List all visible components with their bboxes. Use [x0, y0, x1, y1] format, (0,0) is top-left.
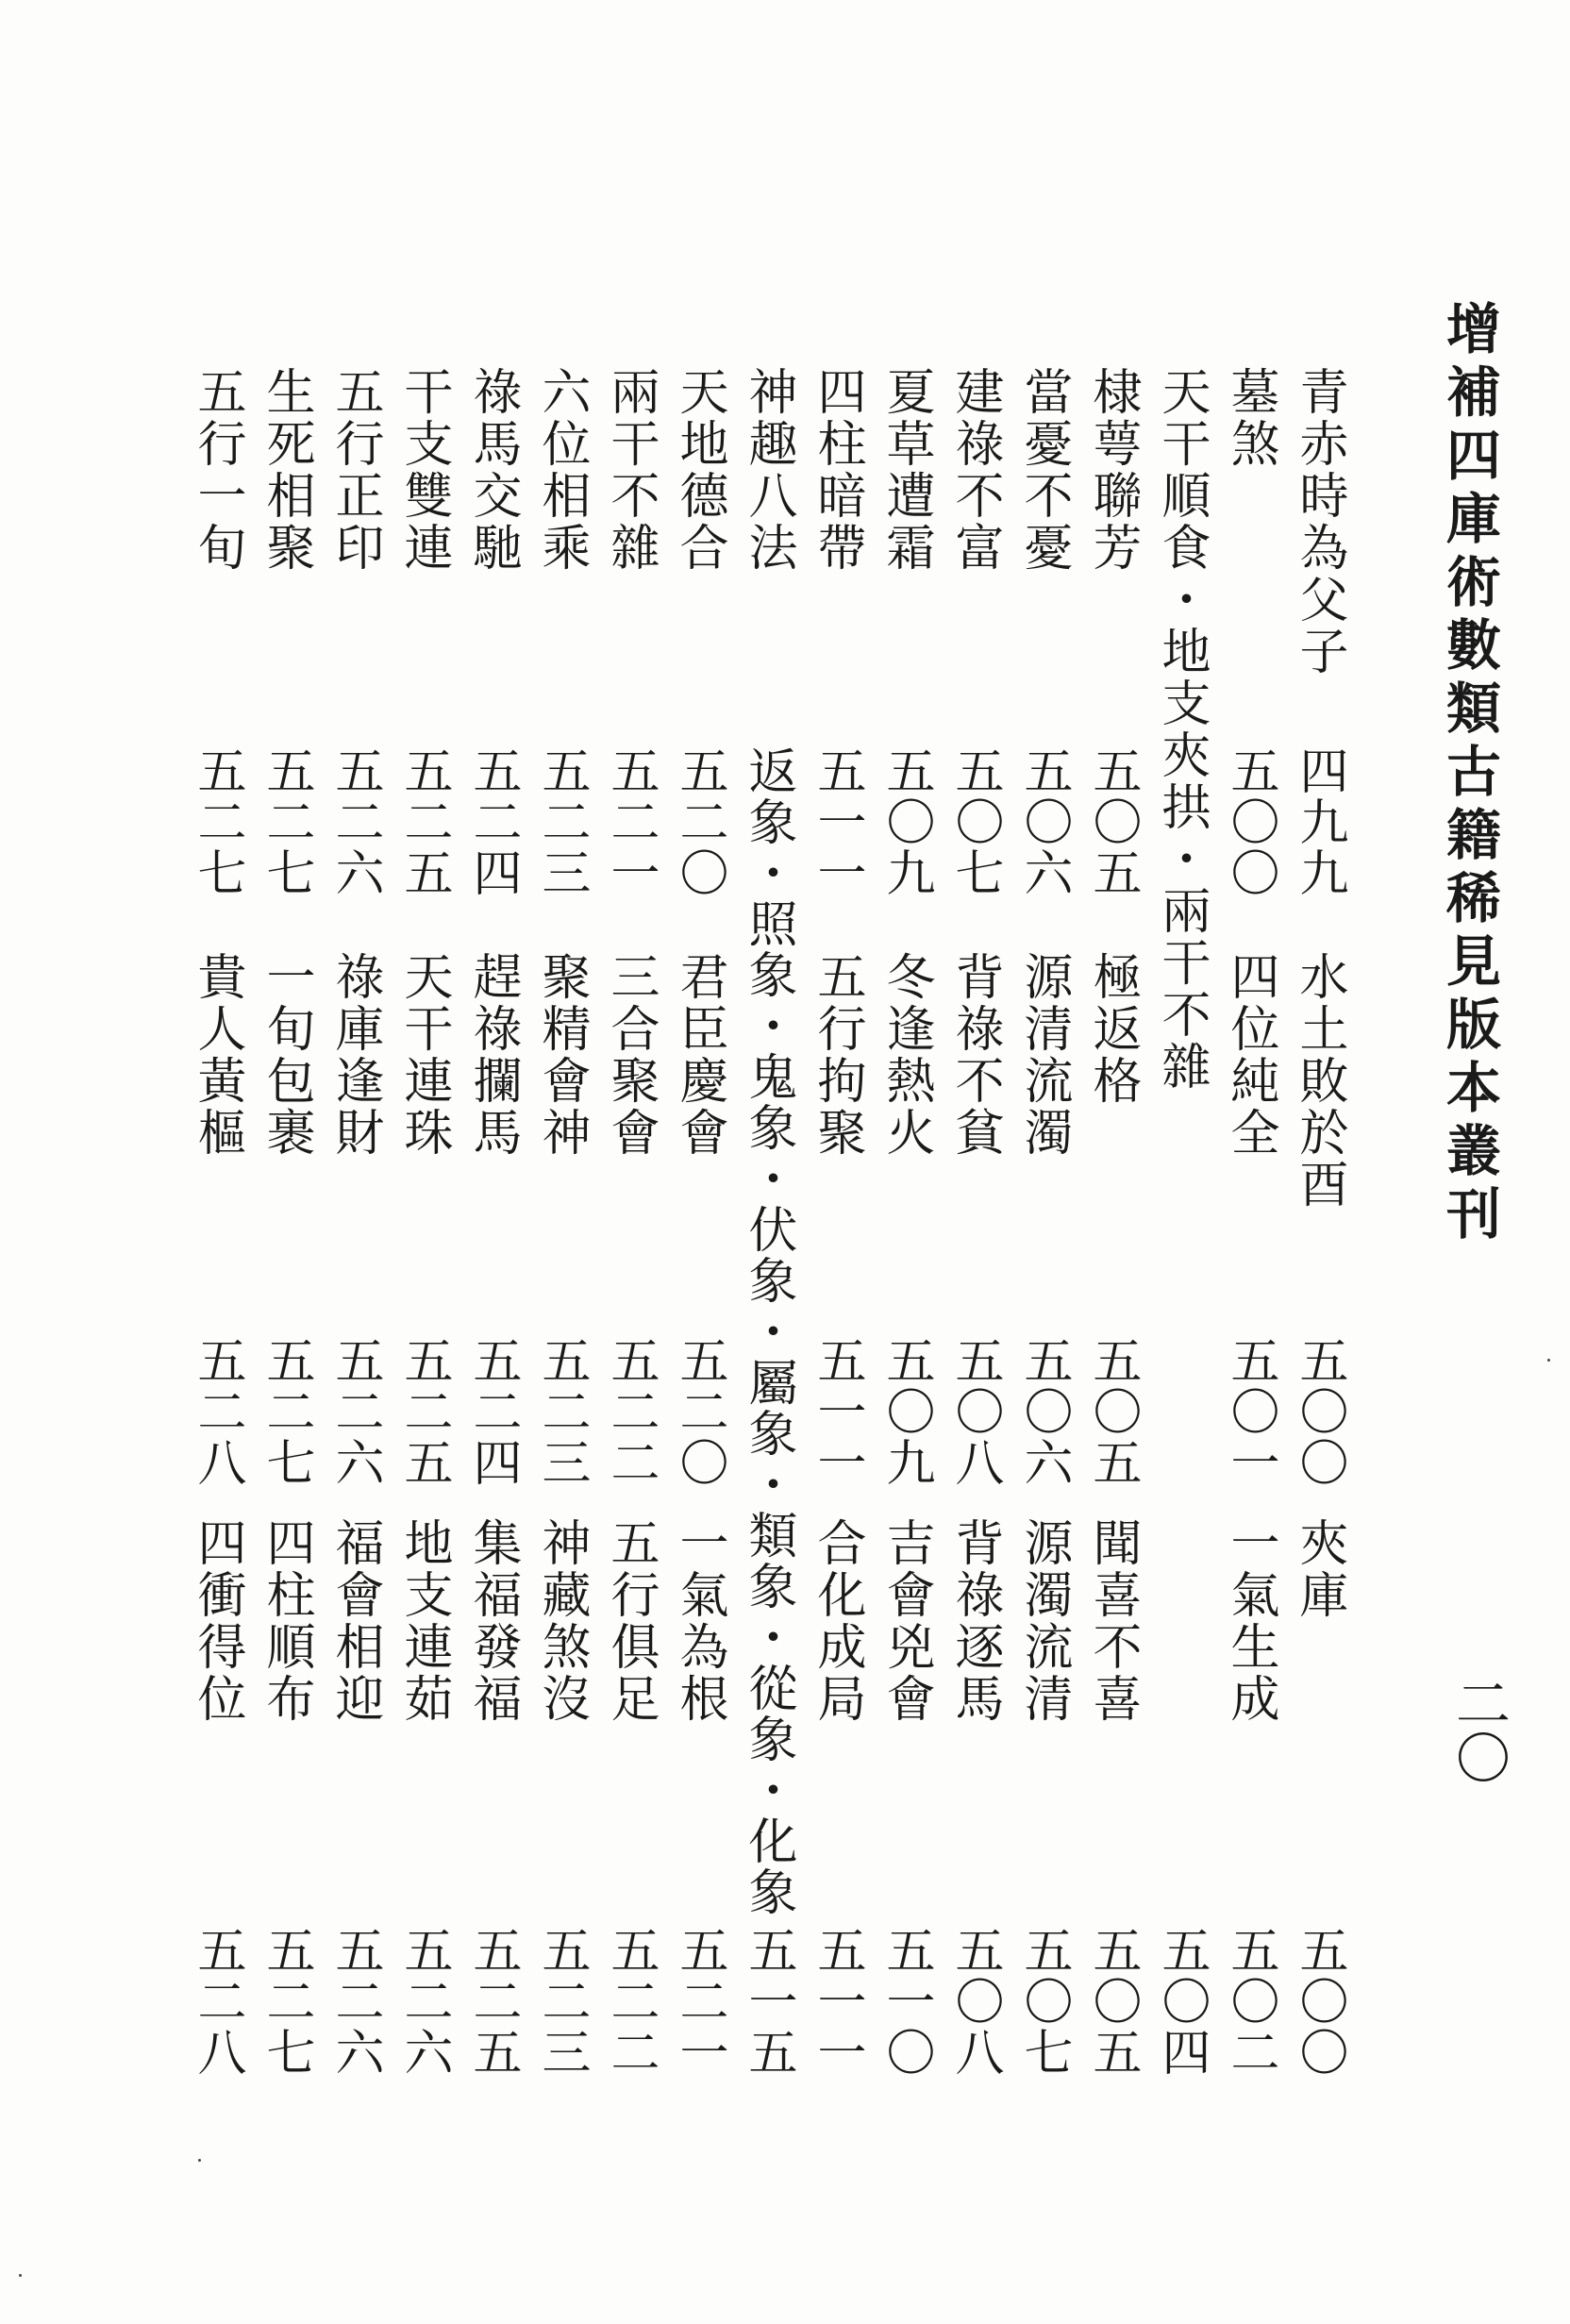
entry-title: 集福發福 [464, 1517, 521, 1725]
entry-page: 五〇八 [946, 1925, 1003, 2078]
entry-page: 五〇七 [1015, 1925, 1072, 2078]
entry-page: 返象・照象・鬼象・伏象・屬象・類象・從象・化象 [740, 745, 796, 1917]
entry-title: 棣萼聯芳 [1084, 366, 1141, 574]
entry-title: 聞喜不喜 [1084, 1517, 1141, 1725]
entry-title: 四柱順布 [258, 1517, 314, 1725]
entry-page: 五二六 [395, 1925, 452, 2078]
entry-title: 夾庫 [1291, 1517, 1347, 1621]
entry-title: 四位純全 [1222, 951, 1278, 1159]
entry-title: 神趣八法 [740, 366, 796, 574]
entry-title: 四柱暗帶 [809, 366, 865, 574]
entry-title: 背祿不貧 [946, 951, 1003, 1159]
entry-page: 五〇六 [1015, 745, 1072, 898]
entry-page: 五二四 [464, 1335, 521, 1488]
running-header-title: 增補四庫術數類古籍稀見版本叢刊 [1437, 300, 1501, 1248]
entry-title: 墓煞 [1222, 366, 1278, 470]
entry-page: 五〇一 [1222, 1335, 1278, 1488]
entry-page: 五二二 [602, 1925, 659, 2078]
entry-title: 祿馬交馳 [464, 366, 521, 574]
entry-page: 五二三 [533, 745, 590, 898]
entry-page: 五二四 [464, 745, 521, 898]
entry-title: 福會相迎 [326, 1517, 383, 1725]
entry-title: 冬逢熱火 [877, 951, 934, 1159]
entry-title: 聚精會神 [533, 951, 590, 1159]
entry-title: 天地德合 [671, 366, 727, 574]
entry-title: 一氣生成 [1222, 1517, 1278, 1725]
entry-title: 水土敗於酉 [1291, 951, 1347, 1211]
entry-page: 五一一 [809, 1335, 865, 1488]
page-number: 二〇 [1446, 1675, 1511, 1784]
entry-page: 五二八 [189, 1335, 245, 1488]
entry-page: 五〇五 [1084, 1335, 1141, 1488]
entry-title: 五行一旬 [189, 366, 245, 574]
entry-title: 五行俱足 [602, 1517, 659, 1725]
entry-page: 五一一 [809, 745, 865, 898]
entry-title: 天干順食・地支夾拱・兩干不雜 [1153, 366, 1210, 1093]
entry-title: 建祿不富 [946, 366, 1003, 574]
entry-page: 五二七 [258, 745, 314, 898]
entry-page: 五二七 [258, 1335, 314, 1488]
entry-title: 天干連珠 [395, 951, 452, 1159]
entry-title: 三合聚會 [602, 951, 659, 1159]
entry-page: 五二七 [258, 1925, 314, 2078]
entry-title: 干支雙連 [395, 366, 452, 574]
entry-title: 四衝得位 [189, 1517, 245, 1725]
print-speck [19, 2274, 22, 2277]
entry-page: 五二五 [395, 745, 452, 898]
entry-title: 神藏煞沒 [533, 1517, 590, 1725]
entry-title: 貴人黃樞 [189, 951, 245, 1159]
entry-title: 生死相聚 [258, 366, 314, 574]
print-speck [1547, 1359, 1550, 1362]
entry-page: 五二七 [189, 745, 245, 898]
entry-title: 源濁流清 [1015, 1517, 1072, 1725]
entry-title: 一氣為根 [671, 1517, 727, 1725]
entry-page: 四九九 [1291, 745, 1347, 898]
entry-page: 五二五 [464, 1925, 521, 2078]
entry-page: 五二一 [602, 745, 659, 898]
entry-page: 五二〇 [671, 1335, 727, 1488]
entry-page: 五二六 [326, 1335, 383, 1488]
entry-title: 極返格 [1084, 951, 1141, 1107]
entry-page: 五〇〇 [1222, 745, 1278, 898]
entry-title: 六位相乘 [533, 366, 590, 574]
entry-page: 五〇五 [1084, 745, 1141, 898]
entry-page: 五一〇 [877, 1925, 934, 2078]
entry-title: 當憂不憂 [1015, 366, 1072, 574]
entry-page: 五二五 [395, 1335, 452, 1488]
entry-title: 兩干不雜 [602, 366, 659, 574]
entry-page: 五一五 [740, 1925, 796, 2078]
entry-title: 趕祿攔馬 [464, 951, 521, 1159]
entry-page: 五〇四 [1153, 1925, 1210, 2078]
entry-page: 五〇六 [1015, 1335, 1072, 1488]
entry-page: 五〇〇 [1291, 1335, 1347, 1488]
entry-page: 五〇七 [946, 745, 1003, 898]
entry-page: 五二〇 [671, 745, 727, 898]
entry-title: 夏草遭霜 [877, 366, 934, 574]
entry-page: 五二三 [533, 1925, 590, 2078]
entry-page: 五〇九 [877, 745, 934, 898]
entry-page: 五二八 [189, 1925, 245, 2078]
entry-title: 君臣慶會 [671, 951, 727, 1159]
entry-page: 五〇九 [877, 1335, 934, 1488]
entry-title: 祿庫逢財 [326, 951, 383, 1159]
entry-page: 五二六 [326, 745, 383, 898]
entry-page: 五二六 [326, 1925, 383, 2078]
entry-title: 源清流濁 [1015, 951, 1072, 1159]
entry-page: 五〇五 [1084, 1925, 1141, 2078]
entry-page: 五〇八 [946, 1335, 1003, 1488]
entry-page: 五二一 [671, 1925, 727, 2078]
entry-page: 五二二 [602, 1335, 659, 1488]
entry-title: 青赤時為父子 [1291, 366, 1347, 677]
entry-page: 五〇〇 [1291, 1925, 1347, 2078]
entry-title: 一旬包裹 [258, 951, 314, 1159]
entry-title: 五行正印 [326, 366, 383, 574]
entry-page: 五〇二 [1222, 1925, 1278, 2078]
entry-page: 五一一 [809, 1925, 865, 2078]
entry-title: 五行拘聚 [809, 951, 865, 1159]
entry-title: 背祿逐馬 [946, 1517, 1003, 1725]
entry-page: 五二三 [533, 1335, 590, 1488]
entry-title: 合化成局 [809, 1517, 865, 1725]
entry-title: 吉會兇會 [877, 1517, 934, 1725]
print-speck [198, 2159, 201, 2162]
entry-title: 地支連茹 [395, 1517, 452, 1725]
